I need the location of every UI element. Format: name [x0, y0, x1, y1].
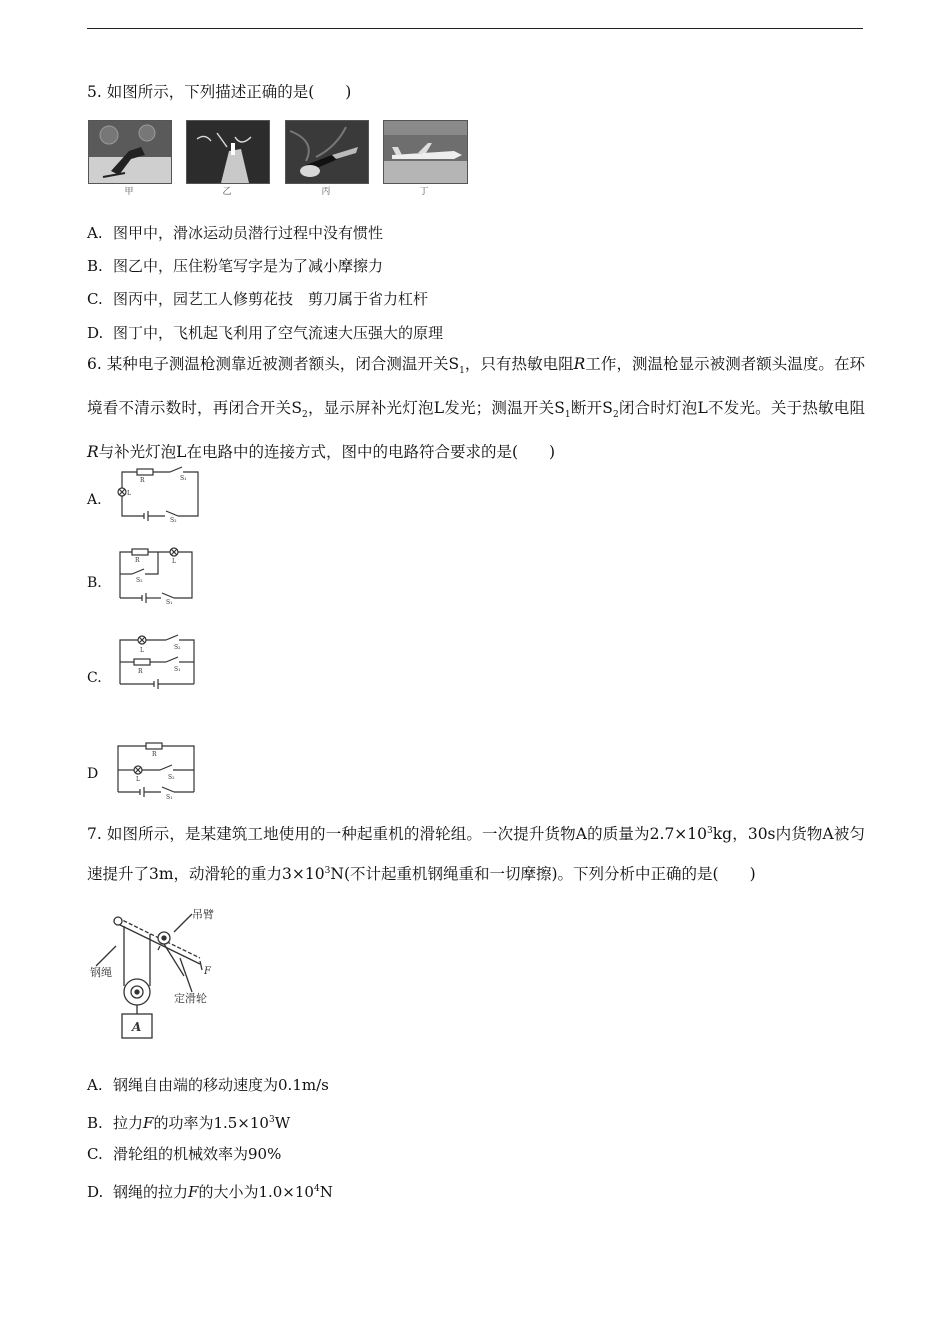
q5-option-c[interactable]	[87, 289, 428, 309]
label-s2: S₂	[168, 774, 175, 781]
q7-option-c[interactable]	[87, 1144, 281, 1164]
label-f: F	[204, 966, 211, 977]
label-s2: S₂	[174, 644, 181, 651]
caption-bing: 丙	[321, 187, 331, 197]
label-r: R	[152, 751, 157, 758]
q7-option-b[interactable]: B. 拉力F的功率为$1.5\times 10^3W$	[87, 1114, 291, 1132]
label-l: L	[136, 776, 140, 783]
circuit-b-diagram	[112, 544, 200, 604]
label-s2: S₂	[170, 517, 177, 522]
label-rope: 钢绳	[90, 966, 112, 979]
q5-stem: 5. 如图所示，下列描述正确的是( )	[87, 83, 352, 101]
label-s2: S₂	[136, 577, 143, 584]
option-letter: B.	[87, 1114, 103, 1132]
q6-option-d-label[interactable]: D	[87, 766, 99, 782]
label-r: R	[135, 557, 140, 564]
circuit-a-diagram	[112, 464, 200, 522]
option-letter: C.	[87, 1145, 103, 1163]
label-r: R	[140, 477, 145, 484]
option-letter: B.	[87, 257, 103, 275]
circuit-c-diagram	[112, 632, 200, 694]
airplane-image	[384, 121, 467, 183]
pruning-shears-image	[286, 121, 368, 183]
label-s1: S₁	[166, 794, 173, 800]
skater-image	[89, 121, 171, 183]
q6-option-b-label[interactable]: B.	[87, 575, 102, 591]
circuit-d-diagram	[112, 738, 200, 800]
option-text: 图乙中，压住粉笔写字是为了减小摩擦力	[113, 257, 384, 275]
q7-stem: 7. 如图所示，是某建筑工地使用的一种起重机的滑轮组。一次提升货物A的质量为$2.7\times 10^3kg$，30s内货物A被匀速提升了3m，动滑轮的重力$3\times 10^3N$(不计起重机钢绳重和一切摩擦)。下列分析中正确的是( )	[87, 825, 865, 884]
q5-photo-yi	[186, 120, 270, 184]
q6-option-c-label[interactable]: C.	[87, 670, 102, 686]
label-s1: S₁	[180, 475, 187, 482]
q5-photo-ding	[383, 120, 468, 184]
label-a: A	[132, 1020, 142, 1034]
header-rule	[87, 28, 863, 29]
option-letter: C.	[87, 290, 103, 308]
label-s1: S₁	[166, 599, 173, 604]
chalk-writing-image	[187, 121, 269, 183]
caption-ding: 丁	[419, 187, 429, 197]
q5-photo-jia	[88, 120, 172, 184]
q5-option-d[interactable]	[87, 323, 443, 343]
option-letter: D.	[87, 1183, 104, 1201]
option-text: 图丙中，园艺工人修剪花技 剪刀属于省力杠杆	[113, 290, 429, 308]
q6-stem: 6. 某种电子测温枪测靠近被测者额头，闭合测温开关$S_1$，只有热敏电阻R工作，测温枪显示被测者额头温度。在环境看不清示数时，再闭合开关$S_2$，显示屏补光灯泡L发光；测温开关$S_1$断开$S_2$闭合时灯泡L不发光。关于热敏电阻R与补光灯泡L在电路中的连接方式，图中的电路符合要求的是( )	[87, 355, 866, 462]
label-l: L	[140, 647, 144, 654]
q5-option-b[interactable]	[87, 256, 383, 276]
label-fixed-pulley: 定滑轮	[174, 992, 207, 1005]
caption-jia: 甲	[124, 187, 134, 197]
option-letter: D.	[87, 324, 104, 342]
option-text: 图甲中，滑冰运动员潜行过程中没有惯性	[113, 224, 384, 242]
q5-photo-bing	[285, 120, 369, 184]
label-boom: 吊臂	[192, 908, 214, 921]
label-s1: S₁	[174, 666, 181, 673]
option-text: 钢绳自由端的移动速度为0.1m/s	[113, 1076, 329, 1094]
option-text: 图丁中，飞机起飞利用了空气流速大压强大的原理	[113, 324, 444, 342]
crane-pulley-diagram	[88, 906, 238, 1046]
q6-option-a-label[interactable]: A.	[87, 492, 102, 508]
option-letter: A.	[87, 1076, 103, 1094]
label-l: L	[127, 490, 131, 497]
label-l: L	[172, 558, 176, 565]
q7-option-a[interactable]	[87, 1075, 329, 1095]
q7-option-d[interactable]: D. 钢绳的拉力F的大小为$1.0\times 10^4N$	[87, 1183, 333, 1201]
q5-option-a[interactable]	[87, 223, 383, 243]
label-r: R	[138, 668, 143, 675]
option-text: 滑轮组的机械效率为90%	[113, 1145, 282, 1163]
caption-yi: 乙	[222, 187, 232, 197]
option-letter: A.	[87, 224, 103, 242]
